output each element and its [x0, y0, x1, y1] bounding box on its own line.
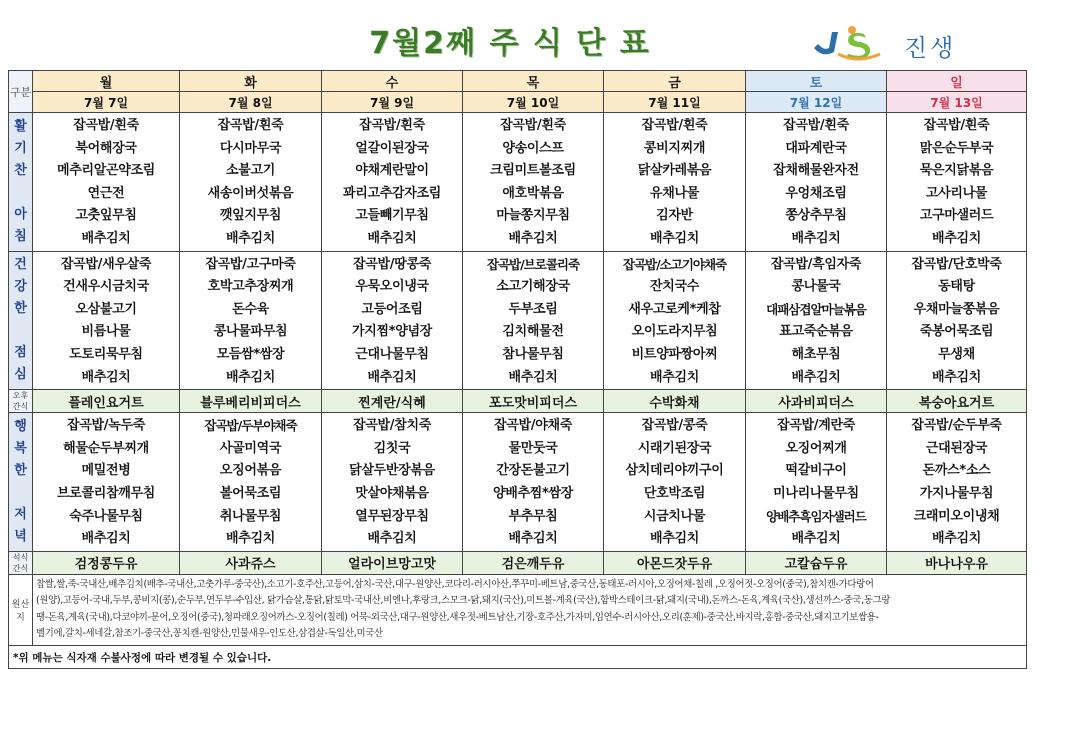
meal-label-char: 기 — [14, 140, 27, 156]
menu-item: 크래미오이냉채 — [913, 508, 1000, 524]
menu-item: 단호박조림 — [643, 485, 706, 501]
meal-label-char: 찬 — [14, 162, 27, 178]
menu-item: 콩나물파무침 — [213, 324, 288, 340]
snack-item: 아몬드잣두유 — [604, 551, 746, 574]
menu-item: 오징어찌개 — [785, 440, 847, 456]
menu-item: 배추김치 — [649, 230, 700, 246]
menu-item: 배추김치 — [931, 369, 982, 385]
snack-item: 복숭아요거트 — [887, 390, 1027, 413]
snack-item: 사과쥬스 — [180, 551, 322, 574]
menu-item: 메추리알곤약조림 — [56, 163, 156, 179]
day-name: 월 — [33, 71, 180, 92]
day-date: 7월 11일 — [604, 92, 746, 113]
menu-item: 양송이스프 — [502, 140, 564, 156]
menu-item: 배추김치 — [791, 369, 841, 385]
menu-cell — [746, 413, 887, 552]
menu-item: 콩나물국 — [791, 279, 841, 295]
menu-cell — [322, 113, 463, 252]
menu-item: 잡곡밥/땅콩죽 — [353, 256, 431, 272]
menu-item: 잡곡밥/소고기야채죽 — [622, 256, 727, 272]
menu-item: 배추김치 — [649, 369, 700, 385]
menu-item: 배추김치 — [225, 531, 276, 547]
menu-item: 크림미트볼조림 — [490, 163, 576, 179]
origin-label: 원산지 — [9, 574, 33, 645]
day-date: 7월 9일 — [322, 92, 463, 113]
meal-row — [9, 251, 1027, 390]
snack-item: 포도맛비피더스 — [463, 390, 604, 413]
menu-cell — [322, 413, 463, 552]
menu-item: 배추김치 — [81, 369, 131, 385]
menu-item: 배추김치 — [225, 230, 276, 246]
snack-item: 검정콩두유 — [33, 551, 180, 574]
menu-item: 잡곡밥/흰죽 — [783, 118, 849, 133]
menu-item: 볼어묵조림 — [219, 485, 282, 501]
meal-label-char: 침 — [14, 228, 27, 244]
menu-item: 간장돈불고기 — [496, 463, 570, 479]
meal-label-char: 저 — [14, 506, 27, 522]
meal-label-char: 복 — [14, 440, 27, 456]
meal-plan-table — [8, 70, 1027, 669]
menu-cell — [604, 413, 746, 552]
menu-item: 참나물무침 — [502, 346, 564, 362]
menu-cell — [887, 251, 1027, 390]
menu-cell — [887, 113, 1027, 252]
menu-item: 대패삼겹알마늘볶음 — [766, 301, 866, 317]
menu-item: 맑은순두부국 — [919, 140, 994, 156]
menu-item: 미나리나물무침 — [773, 485, 859, 501]
menu-item: 쫑상추무침 — [785, 208, 847, 224]
meal-label — [9, 251, 33, 390]
menu-item: 배추김치 — [367, 531, 417, 547]
meal-label — [9, 413, 33, 552]
menu-cell — [180, 413, 322, 552]
menu-item: 비트양파짱아찌 — [631, 346, 718, 362]
menu-item: 깻잎지무침 — [219, 208, 282, 224]
menu-item: 배추김치 — [508, 531, 558, 547]
menu-item: 잡곡밥/흰죽 — [73, 118, 139, 133]
menu-item: 모듬쌈*쌈장 — [216, 346, 285, 362]
menu-item: 해초무침 — [791, 346, 841, 362]
day-date: 7월 12일 — [746, 92, 887, 113]
menu-item: 돈까스*소스 — [922, 463, 991, 479]
day-date: 7월 13일 — [887, 92, 1027, 113]
menu-item: 배추김치 — [367, 230, 417, 246]
menu-item: 배추김치 — [649, 531, 700, 547]
menu-cell — [33, 113, 180, 252]
menu-item: 삼치데리야끼구이 — [625, 463, 724, 479]
menu-item: 잡곡밥/흰죽 — [641, 118, 708, 133]
menu-item: 근대된장국 — [925, 440, 988, 456]
meal-label-char: 강 — [14, 279, 27, 295]
menu-item: 김자반 — [656, 208, 693, 224]
menu-item: 야채계란말이 — [355, 163, 429, 179]
menu-item: 콩비지찌개 — [643, 140, 706, 156]
menu-cell — [463, 251, 604, 390]
menu-item: 잡곡밥/녹두죽 — [67, 418, 145, 434]
menu-item: 해물순두부찌개 — [63, 440, 149, 456]
snack-item: 수박화채 — [604, 390, 746, 413]
js-logo-icon — [808, 24, 888, 62]
menu-cell — [746, 113, 887, 252]
menu-item: 양배추흑임자샐러드 — [766, 508, 866, 524]
snack-item: 고칼슘두유 — [746, 551, 887, 574]
meal-label-char: 건 — [14, 257, 27, 273]
menu-item: 시래기된장국 — [637, 440, 712, 456]
meal-row — [9, 113, 1027, 252]
menu-item: 묵은지닭볶음 — [919, 163, 994, 179]
origin-text — [33, 574, 1027, 645]
origin-line: 벨기에,갈치-세네갈,참조기-중국산,꽁치캔-원양산,민물새우-인도산,삼겹살-독일산,미국산 — [36, 628, 383, 640]
notice-text: *위 메뉴는 식자재 수불사정에 따라 변경될 수 있습니다. — [9, 646, 1027, 669]
date-header-row — [9, 92, 1027, 113]
gubun-label: 구분 — [9, 71, 33, 113]
menu-item: 잡곡밥/흰죽 — [359, 118, 425, 133]
menu-item: 잡곡밥/참치죽 — [353, 418, 431, 434]
menu-item: 배추김치 — [225, 369, 276, 385]
menu-item: 배추김치 — [791, 230, 841, 246]
day-date: 7월 7일 — [33, 92, 180, 113]
day-date: 7월 8일 — [180, 92, 322, 113]
menu-item: 잡곡밥/순두부죽 — [911, 418, 1002, 434]
menu-item: 얼갈이된장국 — [355, 140, 429, 156]
menu-item: 소불고기 — [225, 163, 276, 179]
menu-item: 도토리묵무침 — [69, 346, 143, 362]
menu-item: 배추김치 — [508, 369, 558, 385]
menu-item: 잡곡밥/브로콜리죽 — [486, 256, 580, 272]
menu-item: 열무된장무침 — [355, 508, 429, 524]
menu-item: 잡채해물완자전 — [773, 163, 859, 179]
menu-item: 북어해장국 — [75, 140, 137, 156]
brand-name: 진생 — [904, 34, 957, 62]
menu-cell — [604, 113, 746, 252]
menu-item: 배추김치 — [931, 230, 982, 246]
menu-item: 꽈리고추감자조림 — [342, 185, 442, 201]
meal-label-char — [9, 182, 32, 204]
menu-item: 배추김치 — [508, 230, 558, 246]
day-name: 일 — [887, 71, 1027, 92]
page-title: 7월2째 주 식 단 표 — [369, 26, 651, 61]
menu-item: 김칫국 — [373, 440, 411, 456]
menu-item: 고구마샐러드 — [919, 208, 994, 224]
meal-label-char: 행 — [14, 418, 27, 434]
menu-cell — [463, 113, 604, 252]
menu-item: 브로콜리참깨무침 — [56, 485, 156, 501]
menu-item: 죽봉어묵조림 — [919, 324, 994, 340]
menu-item: 가지나물무침 — [919, 485, 994, 501]
menu-item: 잡곡밥/새우살죽 — [60, 256, 152, 272]
menu-item: 배추김치 — [791, 531, 841, 547]
origin-line: 땡-돈육,계육(국내),다코야끼-문어,오징어(중국),청파래오징어까스-오징어(칠레) 어묵-외국산,대구-원양산,새우젓-베트남산,기장-호주산,가자미,임연수-러시아산,오리(훈제)-중국산,바지락,홍합-중국산,돼지고기보쌈용- — [36, 611, 879, 623]
origin-row — [9, 574, 1027, 645]
meal-row — [9, 413, 1027, 552]
origin-line: (원양),고등어-국내,두부,콩비지(콩),순두부,연두부-수입산, 닭가슴살,통닭,닭토막-국내산,비엔나,후랑크,스모크-닭,돼지(국산),미트볼-계육(국산),함박스테이크-닭,돼지(국내),돈까스-돈육,계육(국산),생선까스-중국,동그랑 — [36, 595, 891, 607]
menu-cell — [322, 251, 463, 390]
menu-item: 비름나물 — [81, 324, 131, 340]
menu-item: 시금치나물 — [643, 508, 706, 524]
day-name: 목 — [463, 71, 604, 92]
meal-label-char: 활 — [14, 118, 27, 134]
menu-item: 잡곡밥/두부야채죽 — [204, 418, 297, 434]
menu-item: 잡곡밥/흰죽 — [923, 118, 990, 133]
day-name: 수 — [322, 71, 463, 92]
day-name: 토 — [746, 71, 887, 92]
menu-item: 김치해물전 — [502, 324, 564, 340]
menu-item: 연근전 — [87, 185, 125, 201]
snack-label: 석식간식 — [9, 551, 33, 574]
snack-item: 플레인요거트 — [33, 390, 180, 413]
menu-cell — [33, 251, 180, 390]
menu-item: 표고죽순볶음 — [779, 324, 853, 340]
snack-item: 사과비피더스 — [746, 390, 887, 413]
menu-item: 우묵오이냉국 — [355, 279, 429, 295]
snack-item: 블루베리비피더스 — [180, 390, 322, 413]
menu-item: 고들빼기무침 — [355, 208, 429, 224]
menu-item: 오삼불고기 — [75, 301, 137, 317]
menu-item: 마늘쫑지무침 — [496, 208, 570, 224]
menu-item: 오이도라지무침 — [631, 324, 718, 340]
menu-cell — [180, 251, 322, 390]
day-header-row — [9, 71, 1027, 92]
menu-item: 잡곡밥/계란죽 — [777, 418, 855, 434]
menu-item: 잡곡밥/고구마죽 — [205, 256, 296, 272]
menu-item: 배추김치 — [931, 531, 982, 547]
menu-item: 배추김치 — [81, 230, 131, 246]
menu-item: 무생채 — [938, 346, 975, 362]
brand-logo — [808, 24, 998, 64]
meal-label-char: 한 — [14, 301, 27, 317]
notice-row — [9, 646, 1027, 669]
menu-item: 배추김치 — [81, 531, 131, 547]
menu-item: 호박고추장찌개 — [207, 279, 294, 295]
menu-item: 두부조림 — [508, 301, 558, 317]
meal-label-char — [9, 320, 32, 342]
menu-item: 동태탕 — [938, 279, 975, 295]
menu-item: 고춧잎무침 — [75, 208, 137, 224]
menu-item: 맛살야채볶음 — [355, 485, 429, 501]
menu-cell — [180, 113, 322, 252]
meal-label-char: 녁 — [14, 528, 27, 544]
menu-item: 유채나물 — [649, 185, 700, 201]
menu-item: 물만둣국 — [508, 440, 558, 456]
day-date: 7월 10일 — [463, 92, 604, 113]
menu-cell — [33, 413, 180, 552]
menu-item: 닭살카레볶음 — [637, 163, 712, 179]
snack-item: 얼라이브망고맛 — [322, 551, 463, 574]
menu-item: 숙주나물무침 — [69, 508, 143, 524]
menu-item: 부추무침 — [508, 508, 558, 524]
menu-cell — [463, 413, 604, 552]
snack-item: 찐계란/식혜 — [322, 390, 463, 413]
meal-label-char — [9, 482, 32, 504]
menu-item: 배추김치 — [367, 369, 417, 385]
snack-label: 오후간식 — [9, 390, 33, 413]
meal-label-char: 아 — [14, 206, 27, 222]
menu-item: 다시마무국 — [219, 140, 282, 156]
menu-item: 취나물무침 — [219, 508, 282, 524]
menu-item: 오징어볶음 — [219, 463, 282, 479]
menu-item: 대파계란국 — [785, 140, 847, 156]
menu-cell — [887, 413, 1027, 552]
menu-item: 애호박볶음 — [502, 185, 564, 201]
menu-item: 고등어조림 — [361, 301, 423, 317]
meal-label-char: 심 — [14, 367, 27, 383]
menu-cell — [604, 251, 746, 390]
snack-item: 바나나우유 — [887, 551, 1027, 574]
menu-item: 우엉채조림 — [785, 185, 847, 201]
menu-item: 잡곡밥/흑임자죽 — [770, 256, 862, 272]
snack-row — [9, 551, 1027, 574]
day-name: 화 — [180, 71, 322, 92]
menu-item: 새송이버섯볶음 — [207, 185, 294, 201]
menu-item: 우채마늘쫑볶음 — [913, 301, 1000, 317]
snack-item: 검은깨두유 — [463, 551, 604, 574]
menu-item: 메밀전병 — [81, 463, 131, 479]
meal-label-char: 한 — [14, 462, 27, 478]
menu-item: 건새우시금치국 — [63, 279, 149, 295]
day-name: 금 — [604, 71, 746, 92]
menu-item: 양배추찜*쌈장 — [492, 485, 574, 501]
menu-item: 고사리나물 — [925, 185, 988, 201]
menu-item: 떡갈비구이 — [785, 463, 847, 479]
menu-item: 새우고로케*케찹 — [628, 301, 721, 317]
menu-item: 잡곡밥/야채죽 — [494, 418, 572, 434]
menu-item: 잡곡밥/단호박죽 — [911, 256, 1002, 272]
menu-item: 잡곡밥/흰죽 — [217, 118, 284, 133]
menu-item: 닭살두반장볶음 — [349, 463, 435, 479]
menu-item: 근대나물무침 — [355, 346, 429, 362]
menu-item: 소고기해장국 — [496, 279, 570, 295]
menu-item: 잡곡밥/콩죽 — [641, 418, 708, 434]
menu-item: 잡곡밥/흰죽 — [500, 118, 566, 133]
menu-item: 가지찜*양념장 — [351, 324, 433, 340]
meal-label-char: 점 — [14, 345, 27, 361]
menu-item: 잔치국수 — [649, 279, 700, 295]
origin-line: 찹쌀,쌀,죽-국내산,배추김치(배추-국내산,고춧가루-중국산),소고기-호주산,고등어,삼치-국산,대구-원양산,코다리-러시아산,쭈꾸미-베트남,중국산,동태포-러시아,오징어채-칠레 ,오징어젓-오징어(중국),참치캔-가다랑어 — [36, 578, 874, 590]
menu-item: 사골미역국 — [219, 440, 282, 456]
snack-row — [9, 390, 1027, 413]
meal-label — [9, 113, 33, 252]
menu-cell — [746, 251, 887, 390]
menu-item: 돈수육 — [232, 301, 269, 317]
